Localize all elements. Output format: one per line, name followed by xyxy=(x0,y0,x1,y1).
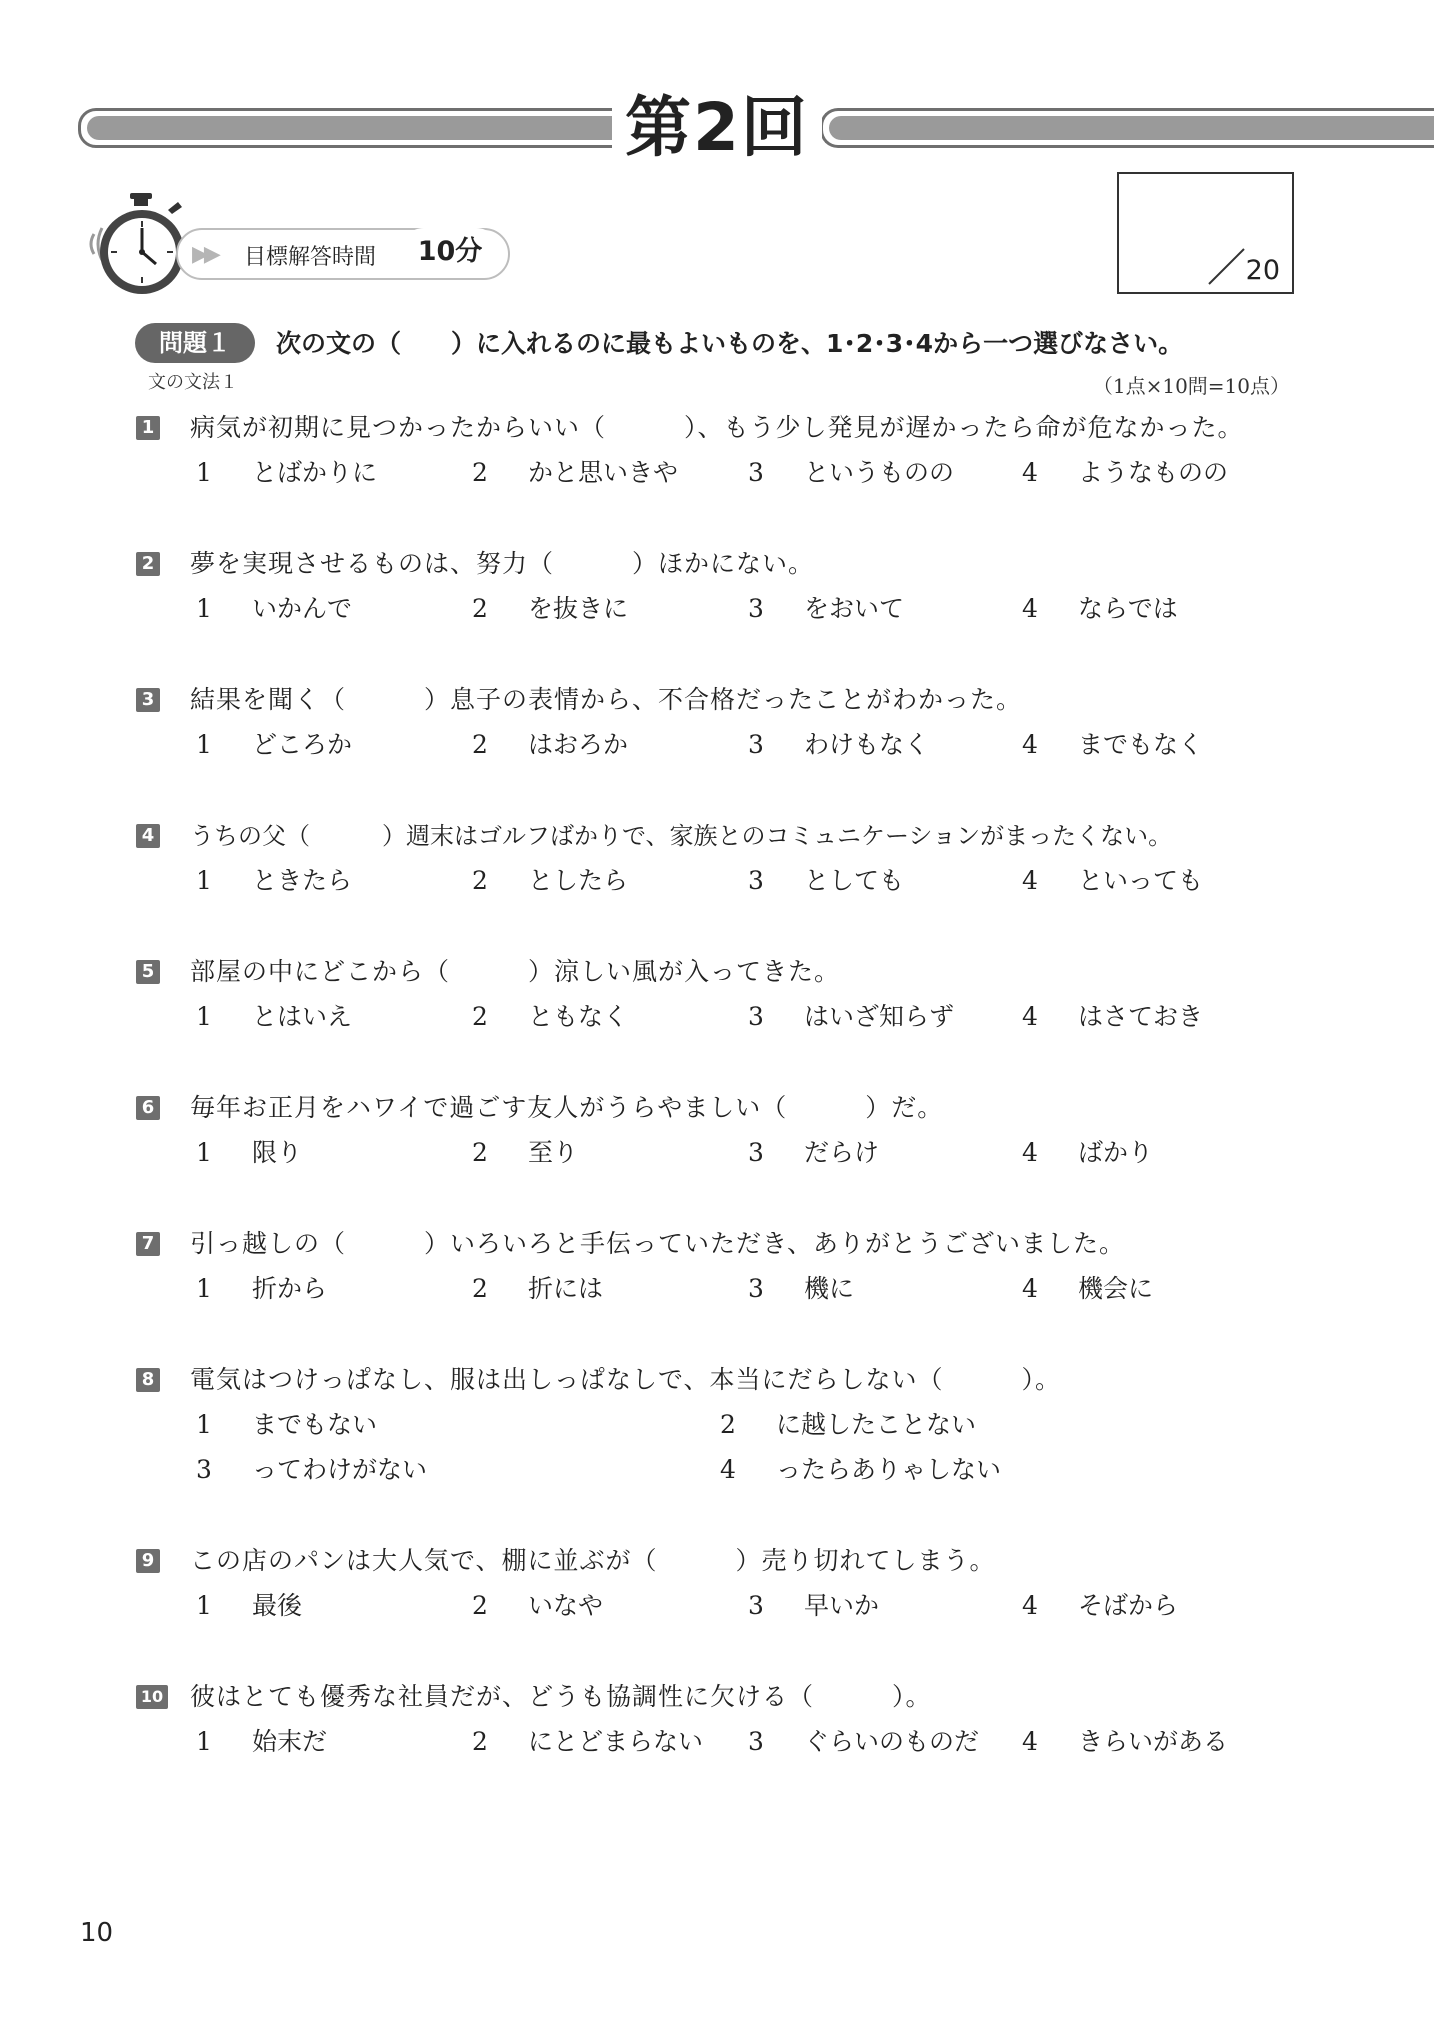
option-1[interactable]: 1 どころか xyxy=(196,730,353,759)
option-1[interactable]: 1 折から xyxy=(196,1274,328,1303)
question-stem: この店のパンは大人気で、棚に並ぶが（ ）売り切れてしまう。 xyxy=(190,1546,996,1575)
option-2[interactable]: 2 いなや xyxy=(472,1591,604,1620)
option-4[interactable]: 4 ったらありゃしない xyxy=(720,1455,1002,1484)
option-2[interactable]: 2 かと思いきや xyxy=(472,458,679,487)
option-4[interactable]: 4 ようなものの xyxy=(1022,458,1229,487)
option-3[interactable]: 3 としても xyxy=(748,866,905,895)
option-4[interactable]: 4 機会に xyxy=(1022,1274,1154,1303)
mondai-sub-label: 文の文法１ xyxy=(148,372,238,393)
option-4[interactable]: 4 はさておき xyxy=(1022,1002,1204,1031)
points-note: （1点×10問=10点） xyxy=(1092,374,1290,398)
question-stem: 部屋の中にどこから（ ）涼しい風が入ってきた。 xyxy=(190,957,841,986)
mondai-badge: 問題１ xyxy=(135,323,255,363)
question-number: 9 xyxy=(136,1549,160,1573)
option-2[interactable]: 2 折には xyxy=(472,1274,604,1303)
option-1[interactable]: 1 最後 xyxy=(196,1591,303,1620)
question-stem: 夢を実現させるものは、努力（ ）ほかにない。 xyxy=(190,549,815,578)
option-2[interactable]: 2 としたら xyxy=(472,866,629,895)
question-number: 6 xyxy=(136,1096,160,1120)
option-1[interactable]: 1 限り xyxy=(196,1138,303,1167)
question-stem: うちの父（ ）週末はゴルフばかりで、家族とのコミュニケーションがまったくない。 xyxy=(190,822,1173,850)
option-2[interactable]: 2 はおろか xyxy=(472,730,629,759)
option-4[interactable]: 4 ならでは xyxy=(1022,594,1178,623)
mondai-instruction: 次の文の（ ）に入れるのに最もよいものを、1･2･3･4から一つ選びなさい。 xyxy=(276,329,1184,358)
question-number: 10 xyxy=(136,1685,168,1709)
header-bar-right xyxy=(820,108,1434,148)
question-number: 3 xyxy=(136,688,160,712)
score-box xyxy=(1117,172,1294,294)
target-time-value: 10分 xyxy=(400,228,500,276)
question-number: 8 xyxy=(136,1368,160,1392)
option-3[interactable]: 3 というものの xyxy=(748,458,955,487)
question-stem: 病気が初期に見つかったからいい（ ）、もう少し発見が遅かったら命が危なかった。 xyxy=(190,413,1244,442)
question-number: 2 xyxy=(136,552,160,576)
option-1[interactable]: 1 とはいえ xyxy=(196,1002,353,1031)
arrows-icon: ▶ ▶ xyxy=(192,242,215,267)
option-2[interactable]: 2 至り xyxy=(472,1138,579,1167)
option-1[interactable]: 1 いかんで xyxy=(196,594,353,623)
option-4[interactable]: 4 といっても xyxy=(1022,866,1204,895)
option-3[interactable]: 3 ってわけがない xyxy=(196,1455,428,1484)
question-number: 5 xyxy=(136,960,160,984)
option-3[interactable]: 3 はいざ知らず xyxy=(748,1002,955,1031)
option-4[interactable]: 4 までもなく xyxy=(1022,730,1204,759)
option-1[interactable]: 1 までもない xyxy=(196,1410,378,1439)
question-number: 1 xyxy=(136,416,160,440)
option-2[interactable]: 2 に越したことない xyxy=(720,1410,977,1439)
question-number: 4 xyxy=(136,824,160,848)
score-total: 20 xyxy=(1245,255,1280,286)
question-stem: 結果を聞く（ ）息子の表情から、不合格だったことがわかった。 xyxy=(190,685,1023,714)
question-stem: 彼はとても優秀な社員だが、どうも協調性に欠ける（ ）。 xyxy=(190,1682,932,1711)
option-4[interactable]: 4 ばかり xyxy=(1022,1138,1154,1167)
option-1[interactable]: 1 始末だ xyxy=(196,1727,328,1756)
option-3[interactable]: 3 をおいて xyxy=(748,594,905,623)
option-1[interactable]: 1 ときたら xyxy=(196,866,353,895)
target-time-box xyxy=(176,228,510,280)
option-2[interactable]: 2 にとどまらない xyxy=(472,1727,704,1756)
option-3[interactable]: 3 だらけ xyxy=(748,1138,880,1167)
option-3[interactable]: 3 早いか xyxy=(748,1591,880,1620)
option-2[interactable]: 2 を抜きに xyxy=(472,594,629,623)
question-stem: 電気はつけっぱなし、服は出しっぱなしで、本当にだらしない（ ）。 xyxy=(190,1365,1062,1394)
option-3[interactable]: 3 ぐらいのものだ xyxy=(748,1727,980,1756)
page-number: 10 xyxy=(80,1918,114,1948)
option-4[interactable]: 4 きらいがある xyxy=(1022,1727,1229,1756)
option-4[interactable]: 4 そばから xyxy=(1022,1591,1179,1620)
question-number: 7 xyxy=(136,1232,160,1256)
page-title: 第2回 xyxy=(612,88,822,168)
option-1[interactable]: 1 とばかりに xyxy=(196,458,378,487)
header-bar-left xyxy=(78,108,639,148)
question-stem: 毎年お正月をハワイで過ごす友人がうらやましい（ ）だ。 xyxy=(190,1093,944,1122)
target-time-label: 目標解答時間 xyxy=(244,245,377,270)
option-3[interactable]: 3 機に xyxy=(748,1274,855,1303)
option-3[interactable]: 3 わけもなく xyxy=(748,730,930,759)
option-2[interactable]: 2 ともなく xyxy=(472,1002,629,1031)
question-stem: 引っ越しの（ ）いろいろと手伝っていただき、ありがとうございました。 xyxy=(190,1229,1126,1258)
